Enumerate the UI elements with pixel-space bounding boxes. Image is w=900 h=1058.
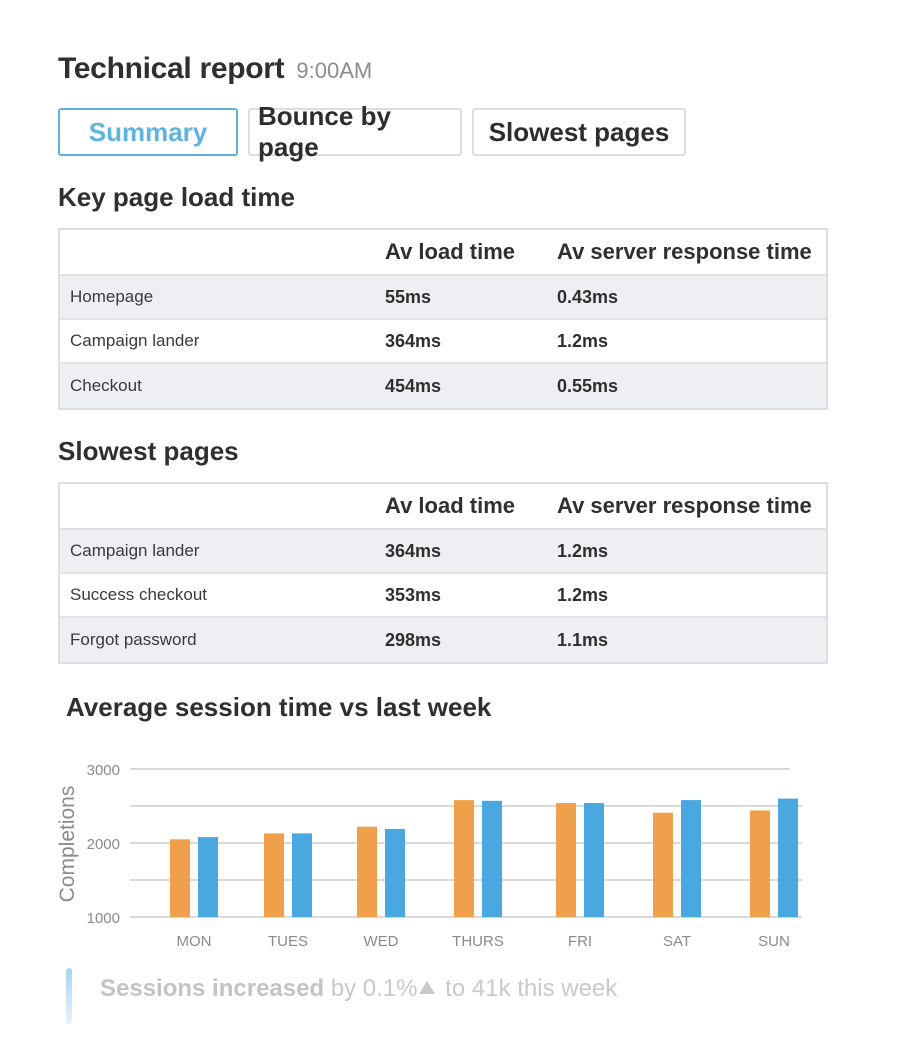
- server-response-time: 1.2ms: [557, 540, 609, 561]
- session-time-bar-chart: [0, 740, 900, 960]
- x-tick-label: MON: [176, 933, 212, 950]
- summary-change-text: by 0.1%: [324, 975, 418, 1002]
- server-response-time: 1.1ms: [557, 629, 609, 650]
- y-tick-label: 2000: [86, 836, 120, 853]
- load-time: 364ms: [385, 540, 442, 561]
- server-response-time: 1.2ms: [557, 330, 609, 351]
- page-title: Technical report: [58, 52, 285, 85]
- bar-this-week: [778, 799, 798, 917]
- bar-last-week: [357, 827, 377, 917]
- page-name: Homepage: [70, 287, 154, 306]
- summary-result-text: to 41k this week: [438, 975, 618, 1002]
- page-name: Campaign lander: [70, 331, 200, 350]
- table-row: [60, 574, 826, 618]
- bar-this-week: [292, 833, 312, 917]
- table-header: [60, 484, 826, 530]
- table-row: [60, 320, 826, 364]
- tab-bar: [58, 101, 686, 162]
- tab-slowest-pages[interactable]: Slowest pages: [472, 108, 686, 156]
- page-name: Checkout: [70, 376, 142, 395]
- page-name: Forgot password: [70, 630, 197, 649]
- x-tick-label: SAT: [662, 933, 692, 950]
- slowest-pages-table: [58, 482, 828, 664]
- y-tick-label: 1000: [86, 910, 120, 927]
- report-header: [58, 52, 372, 86]
- bar-last-week: [750, 810, 770, 917]
- column-header-av-server-response-time: Av server response time: [557, 239, 812, 264]
- y-tick-label: 3000: [86, 762, 120, 779]
- footer-accent-bar: [66, 968, 72, 1024]
- summary-footer: [66, 968, 617, 1024]
- tab-summary[interactable]: Summary: [58, 108, 238, 156]
- key-page-load-table: [58, 228, 828, 410]
- tab-bounce-by-page[interactable]: Bounce by page: [248, 108, 462, 156]
- bar-this-week: [198, 837, 218, 917]
- load-time: 454ms: [385, 375, 442, 396]
- server-response-time: 0.43ms: [557, 286, 619, 307]
- y-axis-label: Completions: [56, 785, 79, 903]
- bar-last-week: [556, 803, 576, 917]
- up-triangle-icon: [419, 981, 435, 994]
- bar-last-week: [454, 800, 474, 917]
- page-name: Campaign lander: [70, 541, 200, 560]
- load-time: 364ms: [385, 330, 442, 351]
- column-header-av-load-time: Av load time: [385, 239, 515, 264]
- chart-title: Average session time vs last week: [66, 692, 492, 722]
- page-name: Success checkout: [70, 585, 208, 604]
- x-tick-label: THURS: [452, 933, 504, 950]
- table-row: [60, 618, 826, 662]
- load-time: 353ms: [385, 584, 442, 605]
- table-row: [60, 364, 826, 408]
- bar-last-week: [170, 839, 190, 917]
- summary-text: [100, 975, 617, 1003]
- slowest-pages-title: Slowest pages: [58, 436, 239, 466]
- x-tick-label: SUN: [758, 933, 790, 950]
- x-tick-label: FRI: [567, 933, 593, 950]
- server-response-time: 1.2ms: [557, 584, 609, 605]
- bar-this-week: [482, 801, 502, 917]
- load-time: 55ms: [385, 286, 432, 307]
- bar-this-week: [584, 803, 604, 917]
- column-header-av-load-time: Av load time: [385, 493, 515, 518]
- table-row: [60, 530, 826, 574]
- bar-this-week: [385, 829, 405, 917]
- bar-this-week: [681, 800, 701, 917]
- x-tick-label: WED: [363, 933, 399, 950]
- table-row: [60, 276, 826, 320]
- load-time: 298ms: [385, 629, 442, 650]
- summary-strong-text: Sessions increased: [100, 975, 325, 1002]
- server-response-time: 0.55ms: [557, 375, 619, 396]
- report-time: 9:00AM: [296, 58, 373, 83]
- column-header-av-server-response-time: Av server response time: [557, 493, 812, 518]
- bar-last-week: [264, 833, 284, 917]
- key-page-load-title: Key page load time: [58, 182, 295, 212]
- x-tick-label: TUES: [267, 933, 309, 950]
- bar-last-week: [653, 813, 673, 917]
- table-header: [60, 230, 826, 276]
